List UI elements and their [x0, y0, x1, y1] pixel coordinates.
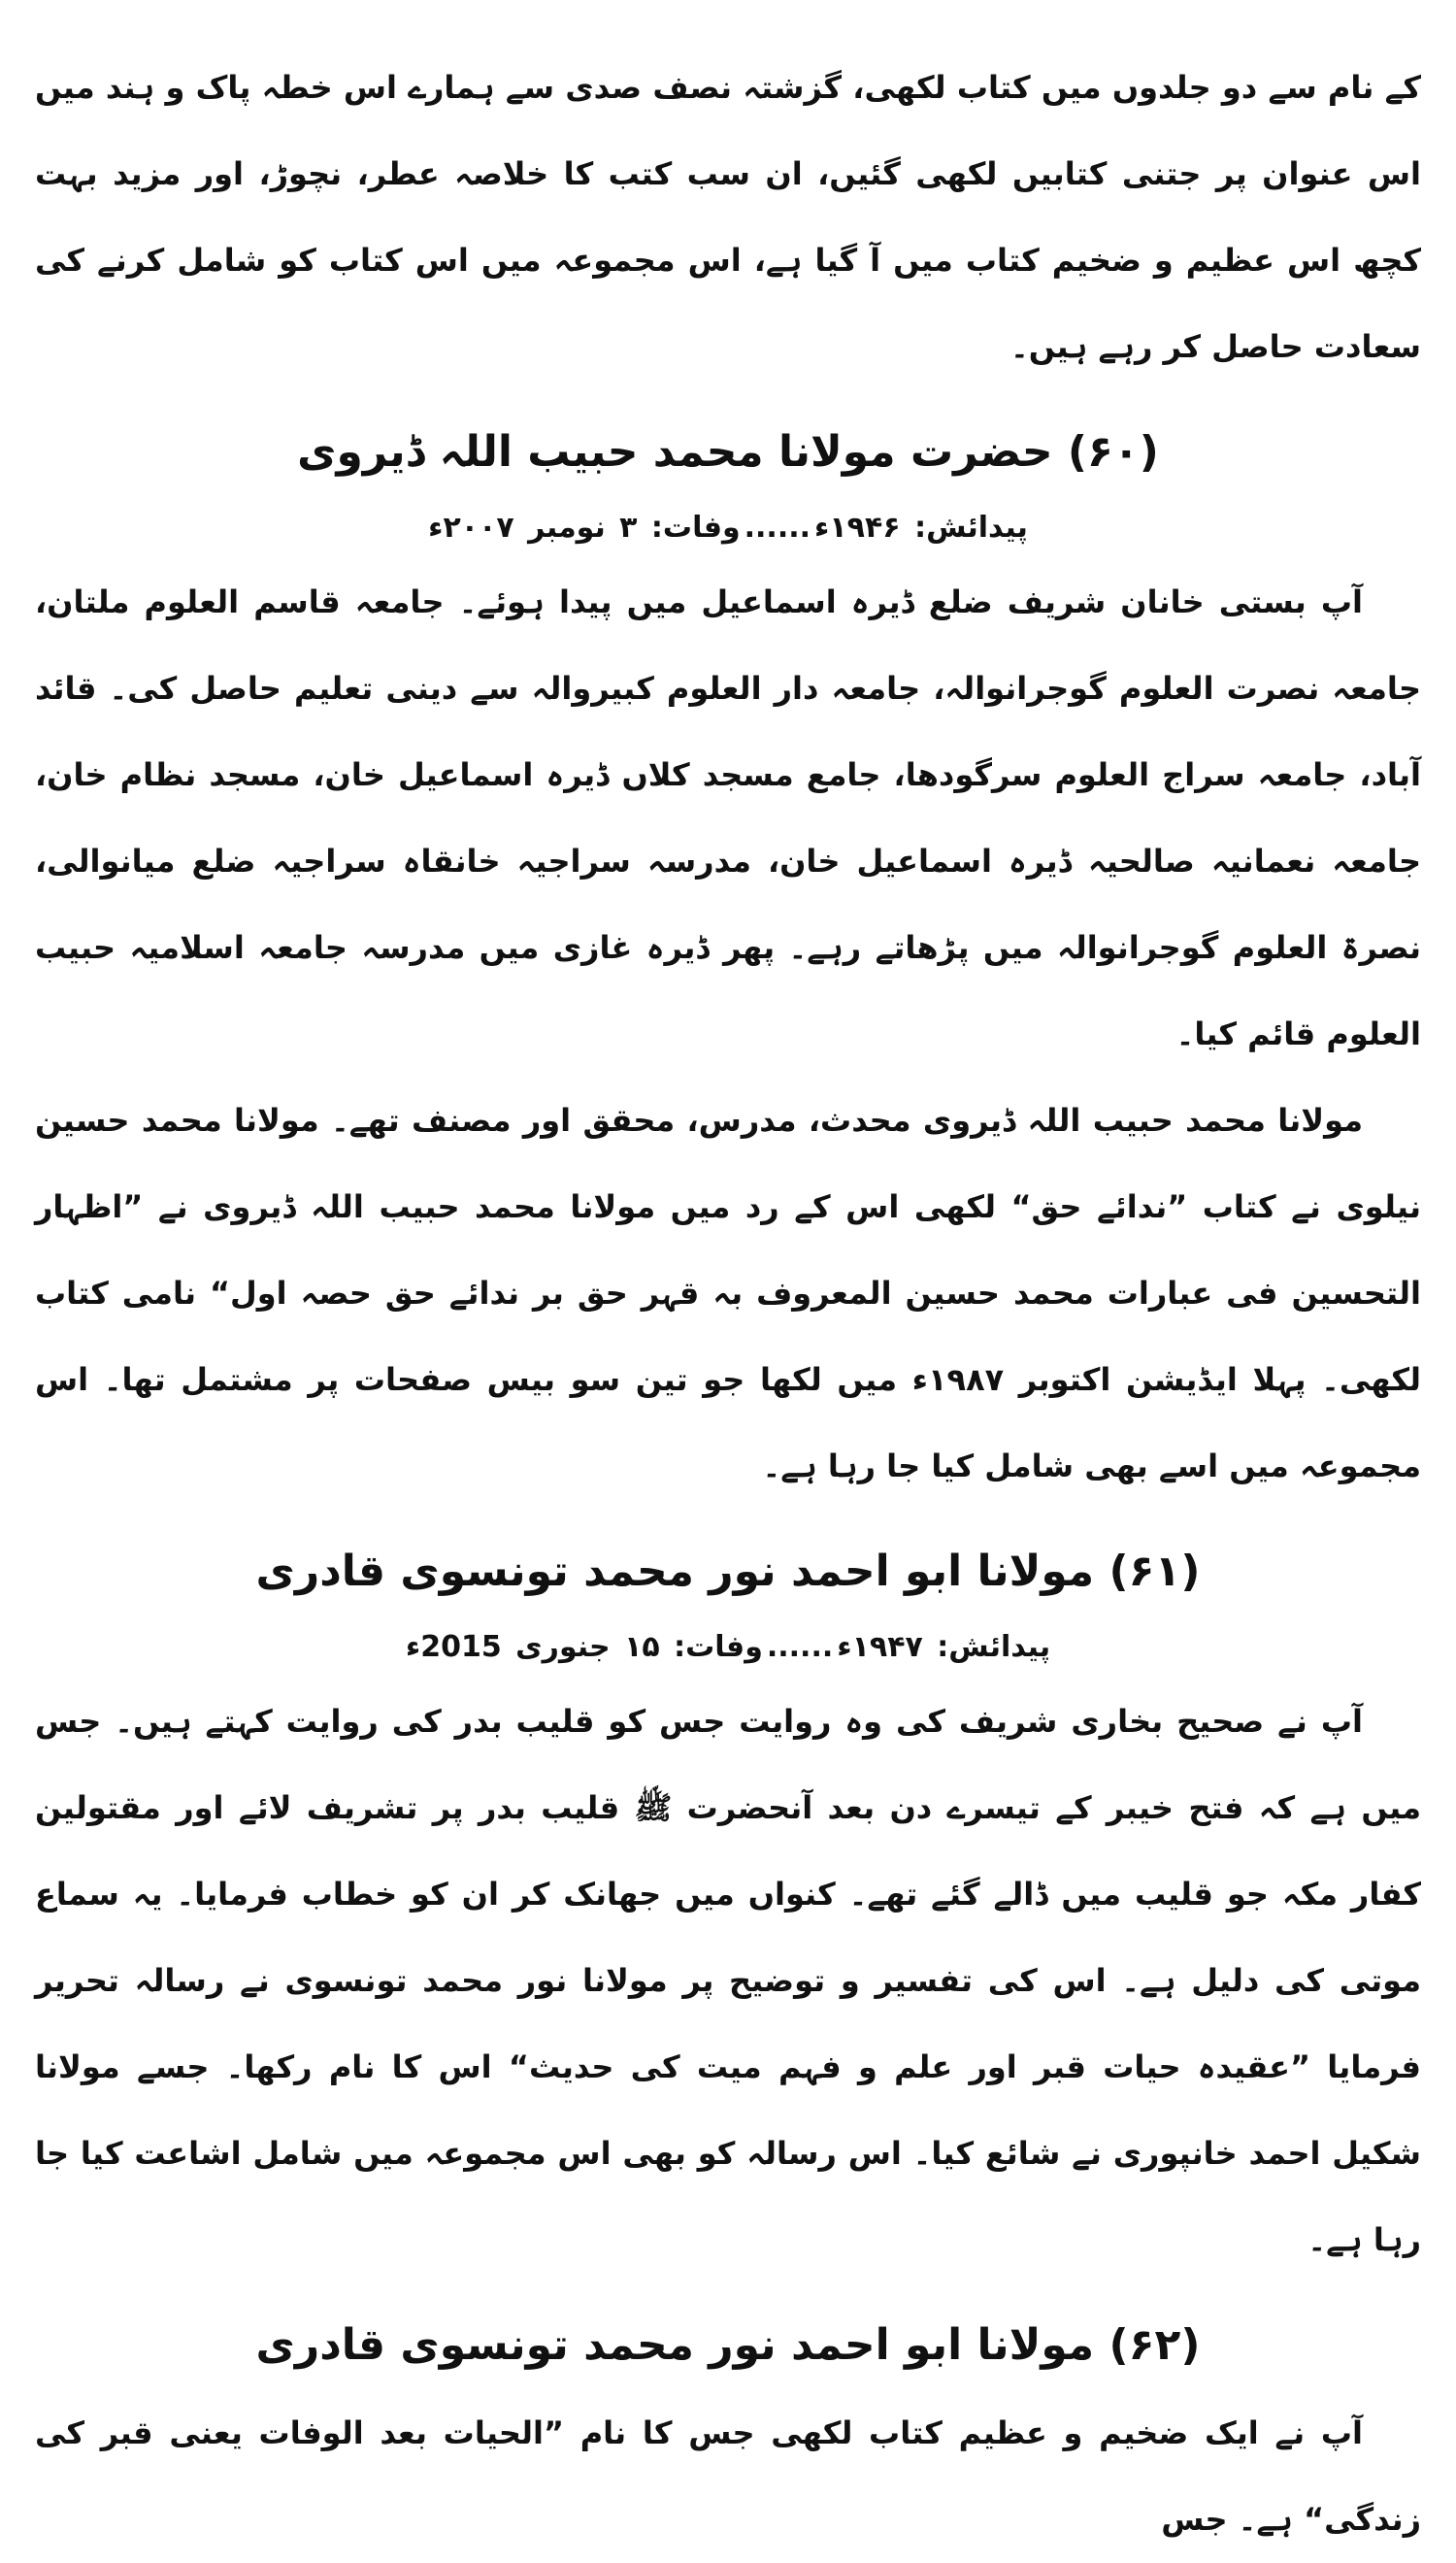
section-62: [35, 2301, 1421, 2563]
section-61-paragraph-1: آپ نے صحیح بخاری شریف کی وہ روایت جس کو قلیب بدر کی روایت کہتے ہیں۔ جس میں ہے کہ فتح خیبر کے تیسرے دن بعد آنحضرت ﷺ قلیب بدر پر تشریف لائے اور مقتولین کفار مکہ جو قلیب میں ڈالے گئے تھے۔ کنواں میں جھانک کر ان کو خطاب فرمایا۔ یہ سماع موتی کی دلیل ہے۔ اس کی تفسیر و توضیح پر مولانا نور محمد تونسوی نے رسالہ تحریر فرمایا ”عقیدہ حیات قبر اور علم و فہم میت کی حدیث“ اس کا نام رکھا۔ جسے مولانا شکیل احمد خانپوری نے شائع کیا۔ اس رسالہ کو بھی اس مجموعہ میں شامل اشاعت کیا جا رہا ہے۔: [35, 1703, 1421, 2258]
section-61-heading: (۶۱) مولانا ابو احمد نور محمد تونسوی قادری: [255, 1547, 1201, 1596]
birth-date: پیدائش: ۱۹۴۶ء: [814, 511, 1028, 545]
section-62-heading: (۶۲) مولانا ابو احمد نور محمد تونسوی قادری: [255, 2320, 1201, 2370]
section-60-paragraph-1: آپ بستی خانان شریف ضلع ڈیرہ اسماعیل میں پیدا ہوئے۔ جامعہ قاسم العلوم ملتان، جامعہ نصرت العلوم گوجرانوالہ، جامعہ دار العلوم کبیروالہ سے دینی تعلیم حاصل کی۔ قائد آباد، جامعہ سراج العلوم سرگودھا، جامع مسجد کلاں ڈیرہ اسماعیل خان، مسجد نظام خان، جامعہ نعمانیہ صالحیہ ڈیرہ اسماعیل خان، مدرسہ سراجیہ خانقاہ سراجیہ ضلع میانوالی، نصرۃ العلوم گوجرانوالہ میں پڑھاتے رہے۔ پھر ڈیرہ غازی میں مدرسہ جامعہ اسلامیہ حبیب العلوم قائم کیا۔: [35, 583, 1421, 1052]
birth-date: پیدائش: ۱۹۴۷ء: [837, 1630, 1051, 1664]
section-61: [35, 1527, 1421, 2283]
death-date: وفات: ۱۵ جنوری 2015ء: [405, 1630, 763, 1664]
section-60-heading: (۶۰) حضرت مولانا محمد حبیب اللہ ڈیروی: [297, 427, 1159, 477]
death-date: وفات: ۳ نومبر ۲۰۰۷ء: [428, 511, 741, 545]
document-page: [35, 45, 1422, 2538]
section-60: [35, 408, 1421, 1510]
date-separator: ......: [744, 511, 811, 545]
section-60-paragraph-2: مولانا محمد حبیب اللہ ڈیروی محدث، مدرس، محقق اور مصنف تھے۔ مولانا محمد حسین نیلوی نے کتاب ”ندائے حق“ لکھی اس کے رد میں مولانا محمد حبیب اللہ ڈیروی نے ”اظہار التحسین فی عبارات محمد حسین المعروف بہ قہر حق بر ندائے حق حصہ اول“ نامی کتاب لکھی۔ پہلا ایڈیشن اکتوبر ۱۹۸۷ء میں لکھا جو تین سو بیس صفحات پر مشتمل تھا۔ اس مجموعہ میں اسے بھی شامل کیا جا رہا ہے۔: [35, 1102, 1422, 1484]
date-separator: ......: [766, 1630, 834, 1664]
section-60-dates: [35, 497, 1421, 559]
intro-paragraph: کے نام سے دو جلدوں میں کتاب لکھی، گزشتہ نصف صدی سے ہمارے اس خطہ پاک و ہند میں اس عنوان پر جتنی کتابیں لکھی گئیں، ان سب کتب کا خلاصہ عطر، نچوڑ، اور مزید بہت کچھ اس عظیم و ضخیم کتاب میں آ گیا ہے، اس مجموعہ میں اس کتاب کو شامل کرنے کی سعادت حاصل کر رہے ہیں۔: [35, 69, 1421, 365]
section-61-dates: [35, 1616, 1421, 1679]
section-62-paragraph-1: آپ نے ایک ضخیم و عظیم کتاب لکھی جس کا نام ”الحیات بعد الوفات یعنی قبر کی زندگی“ ہے۔ جس: [35, 2414, 1421, 2538]
